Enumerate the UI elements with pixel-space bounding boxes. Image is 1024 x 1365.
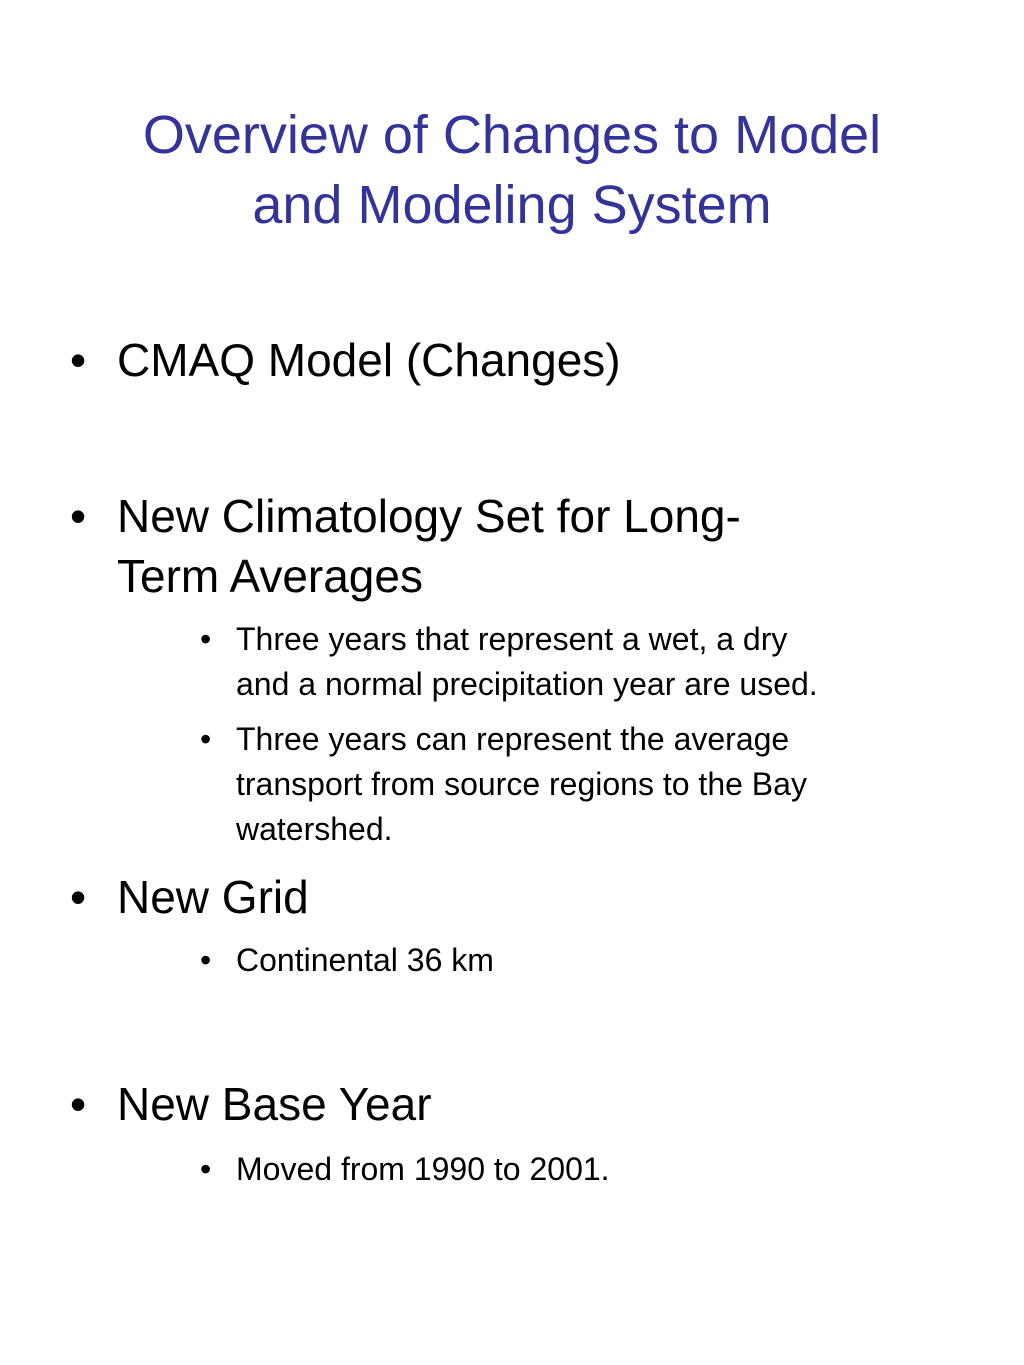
sub-bullet-text-line: Three years can represent the average: [236, 721, 790, 757]
sub-bullet-text-line: transport from source regions to the Bay: [236, 766, 807, 802]
sub-bullet-text: [236, 617, 956, 707]
sub-bullet-text-line: and a normal precipitation year are used.: [236, 666, 818, 702]
sub-bullet-text-line: Three years that represent a wet, a dry: [236, 621, 788, 657]
sub-bullet-text-line: Moved from 1990 to 2001.: [236, 1151, 610, 1187]
slide-title-line-1: Overview of Changes to Model: [142, 105, 882, 165]
bullet-text-line: Term Averages: [117, 550, 423, 602]
bullet-icon: •: [70, 490, 87, 542]
sub-bullet-text-line: Continental 36 km: [236, 942, 494, 978]
bullet-icon: •: [70, 871, 87, 923]
slide-title: [60, 100, 964, 240]
bullet-text-line: New Base Year: [117, 1078, 432, 1130]
sub-bullet-text-line: watershed.: [236, 811, 393, 847]
sub-bullet-icon: •: [200, 1151, 212, 1187]
bullet-text: [117, 867, 937, 927]
sub-bullet-text: [236, 938, 956, 983]
sub-bullet-icon: •: [200, 721, 212, 757]
sub-bullet-icon: •: [200, 942, 212, 978]
bullet-text-line: New Climatology Set for Long-: [117, 490, 741, 542]
bullet-text: [117, 1074, 937, 1134]
sub-bullet-text: [236, 1147, 956, 1192]
bullet-text-line: New Grid: [117, 871, 309, 923]
bullet-icon: •: [70, 1078, 87, 1130]
bullet-text: [117, 330, 937, 390]
bullet-text: [117, 486, 937, 606]
sub-bullet-text: [236, 717, 956, 852]
bullet-text-line: CMAQ Model (Changes): [117, 334, 621, 386]
slide-title-line-2: and Modeling System: [252, 175, 772, 235]
bullet-icon: •: [70, 334, 87, 386]
sub-bullet-icon: •: [200, 621, 212, 657]
